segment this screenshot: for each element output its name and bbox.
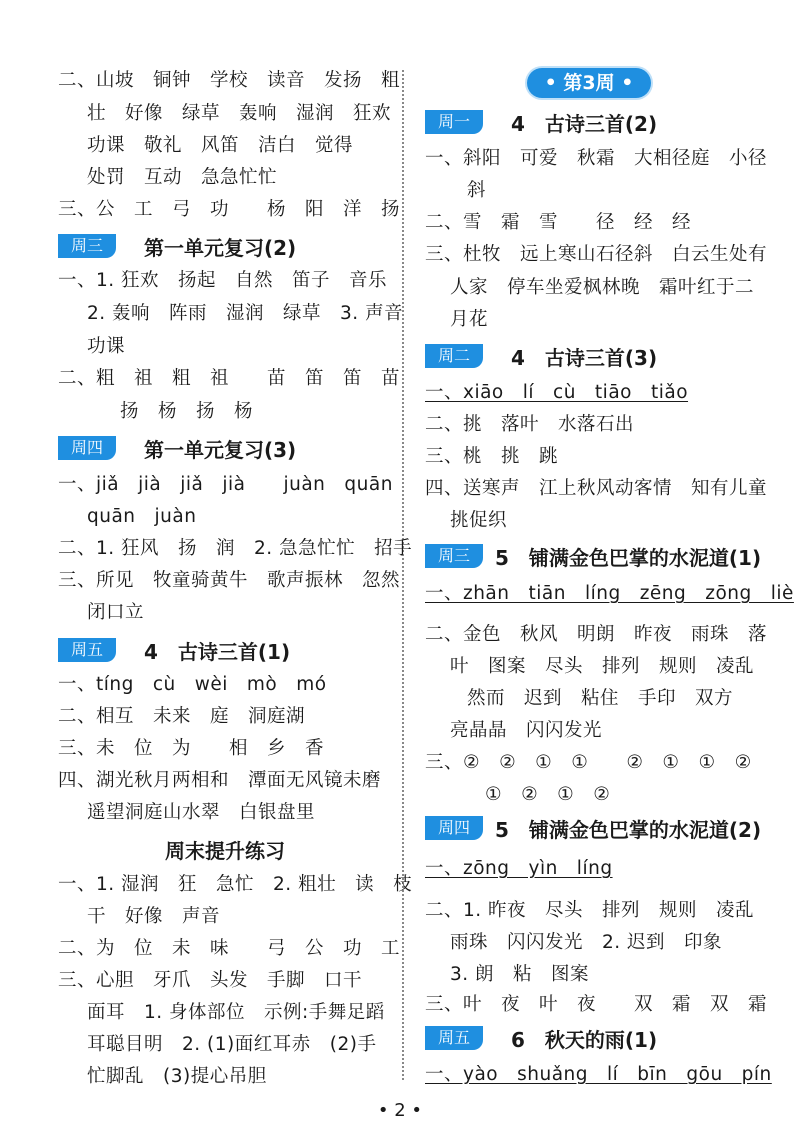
text-line: 三、心胆 牙爪 头发 手脚 口干 bbox=[58, 970, 363, 991]
text-line: 功课 bbox=[87, 336, 126, 357]
day-badge: 周一 bbox=[425, 110, 483, 134]
text-line: 一、jiǎ jià jiǎ jià juàn quān bbox=[58, 474, 393, 495]
text-line: 一、1. 狂欢 扬起 自然 笛子 音乐 bbox=[58, 270, 388, 291]
pinyin-line: 一、xiāo lí cù tiāo tiǎo bbox=[425, 382, 689, 403]
text-line: 二、粗 祖 粗 祖 苗 笛 笛 苗 bbox=[58, 368, 401, 389]
section-title: 第一单元复习(2) bbox=[144, 235, 297, 260]
section-header bbox=[425, 1024, 657, 1052]
section-header bbox=[425, 108, 657, 136]
day-badge: 周五 bbox=[58, 638, 116, 662]
day-badge: 周五 bbox=[425, 1026, 483, 1050]
day-badge: 周四 bbox=[58, 436, 116, 460]
text-line: 遥望洞庭山水翠 白银盘里 bbox=[87, 802, 316, 823]
text-line: quān juàn bbox=[87, 506, 197, 527]
text-line: 一、tíng cù wèi mò mó bbox=[58, 674, 327, 695]
text-line: 二、雪 霜 雪 径 经 经 bbox=[425, 212, 692, 233]
text-line: 三、未 位 为 相 乡 香 bbox=[58, 738, 325, 759]
text-line: 挑促织 bbox=[450, 510, 508, 531]
text-line: 四、湖光秋月两相和 潭面无风镜未磨 bbox=[58, 770, 382, 791]
text-line: 三、叶 夜 叶 夜 双 霜 双 霜 bbox=[425, 994, 768, 1015]
text-line: 二、山坡 铜钟 学校 读音 发扬 粗 bbox=[58, 70, 401, 91]
text-line: 2. 轰响 阵雨 湿润 绿草 3. 声音 bbox=[87, 303, 404, 324]
text-line: ① ② ① ② bbox=[485, 784, 611, 805]
section-header bbox=[58, 232, 296, 260]
text-line: 耳聪目明 2. (1)面红耳赤 (2)手 bbox=[87, 1034, 377, 1055]
text-line: 二、1. 狂风 扬 润 2. 急急忙忙 招手 bbox=[58, 538, 413, 559]
text-line: 人家 停车坐爱枫林晚 霜叶红于二 bbox=[450, 277, 755, 298]
text-line: 四、送寒声 江上秋风动客情 知有儿童 bbox=[425, 478, 768, 499]
text-line: 月花 bbox=[450, 309, 489, 330]
section-header bbox=[425, 542, 761, 570]
section-header bbox=[58, 636, 290, 664]
week-banner: • 第3周 • bbox=[527, 68, 651, 98]
text-line: 忙脚乱 (3)提心吊胆 bbox=[87, 1066, 267, 1087]
text-line: 处罚 互动 急急忙忙 bbox=[87, 167, 278, 188]
section-title: 5 铺满金色巴掌的水泥道(1) bbox=[495, 545, 762, 570]
text-line: 二、金色 秋风 明朗 昨夜 雨珠 落 bbox=[425, 624, 768, 645]
pinyin-line: 一、zhān tiān líng zēng zōng liè bbox=[425, 583, 794, 604]
text-line: 壮 好像 绿草 轰响 湿润 狂欢 bbox=[87, 103, 392, 124]
section-header bbox=[58, 434, 296, 462]
text-line: 二、1. 昨夜 尽头 排列 规则 凌乱 bbox=[425, 900, 755, 921]
day-badge: 周二 bbox=[425, 344, 483, 368]
text-line: 三、② ② ① ① ② ① ① ② bbox=[425, 752, 752, 773]
text-line: 扬 杨 扬 杨 bbox=[120, 401, 254, 422]
section-title: 4 古诗三首(3) bbox=[511, 345, 658, 370]
page-number: • 2 • bbox=[377, 1100, 423, 1121]
section-title: 第一单元复习(3) bbox=[144, 437, 297, 462]
text-line: 三、杜牧 远上寒山石径斜 白云生处有 bbox=[425, 244, 768, 265]
text-line: 干 好像 声音 bbox=[87, 906, 221, 927]
text-line: 三、桃 挑 跳 bbox=[425, 446, 559, 467]
text-line: 功课 敬礼 风笛 洁白 觉得 bbox=[87, 135, 354, 156]
text-line: 雨珠 闪闪发光 2. 迟到 印象 bbox=[450, 932, 723, 953]
text-line: 3. 朗 粘 图案 bbox=[450, 964, 590, 985]
text-line: 叶 图案 尽头 排列 规则 凌乱 bbox=[450, 656, 755, 677]
day-badge: 周三 bbox=[58, 234, 116, 258]
pinyin-line: 一、yào shuǎng lí bīn gōu pín bbox=[425, 1064, 772, 1085]
section-header bbox=[425, 342, 657, 370]
text-line: 闭口立 bbox=[87, 602, 145, 623]
text-line: 一、1. 湿润 狂 急忙 2. 粗壮 读 枝 bbox=[58, 874, 413, 895]
column-divider bbox=[402, 70, 404, 1080]
day-badge: 周三 bbox=[425, 544, 483, 568]
section-title: 6 秋天的雨(1) bbox=[511, 1027, 658, 1052]
text-line: 亮晶晶 闪闪发光 bbox=[450, 720, 603, 741]
text-line: 三、公 工 弓 功 杨 阳 洋 扬 bbox=[58, 199, 401, 220]
text-line: 三、所见 牧童骑黄牛 歌声振林 忽然 bbox=[58, 570, 401, 591]
section-title: 4 古诗三首(1) bbox=[144, 639, 291, 664]
text-line: 二、为 位 未 味 弓 公 功 工 bbox=[58, 938, 401, 959]
text-line: 二、挑 落叶 水落石出 bbox=[425, 414, 635, 435]
section-header bbox=[425, 814, 761, 842]
text-line: 一、斜阳 可爱 秋霜 大相径庭 小径 bbox=[425, 148, 768, 169]
pinyin-line: 一、zōng yìn líng bbox=[425, 858, 613, 879]
text-line: 二、相互 未来 庭 洞庭湖 bbox=[58, 706, 306, 727]
weekend-practice-title: 周末提升练习 bbox=[165, 839, 285, 863]
section-title: 5 铺满金色巴掌的水泥道(2) bbox=[495, 817, 762, 842]
day-badge: 周四 bbox=[425, 816, 483, 840]
text-line: 斜 bbox=[467, 180, 487, 201]
text-line: 面耳 1. 身体部位 示例:手舞足蹈 bbox=[87, 1002, 385, 1023]
section-title: 4 古诗三首(2) bbox=[511, 111, 658, 136]
text-line: 然而 迟到 粘住 手印 双方 bbox=[467, 688, 734, 709]
